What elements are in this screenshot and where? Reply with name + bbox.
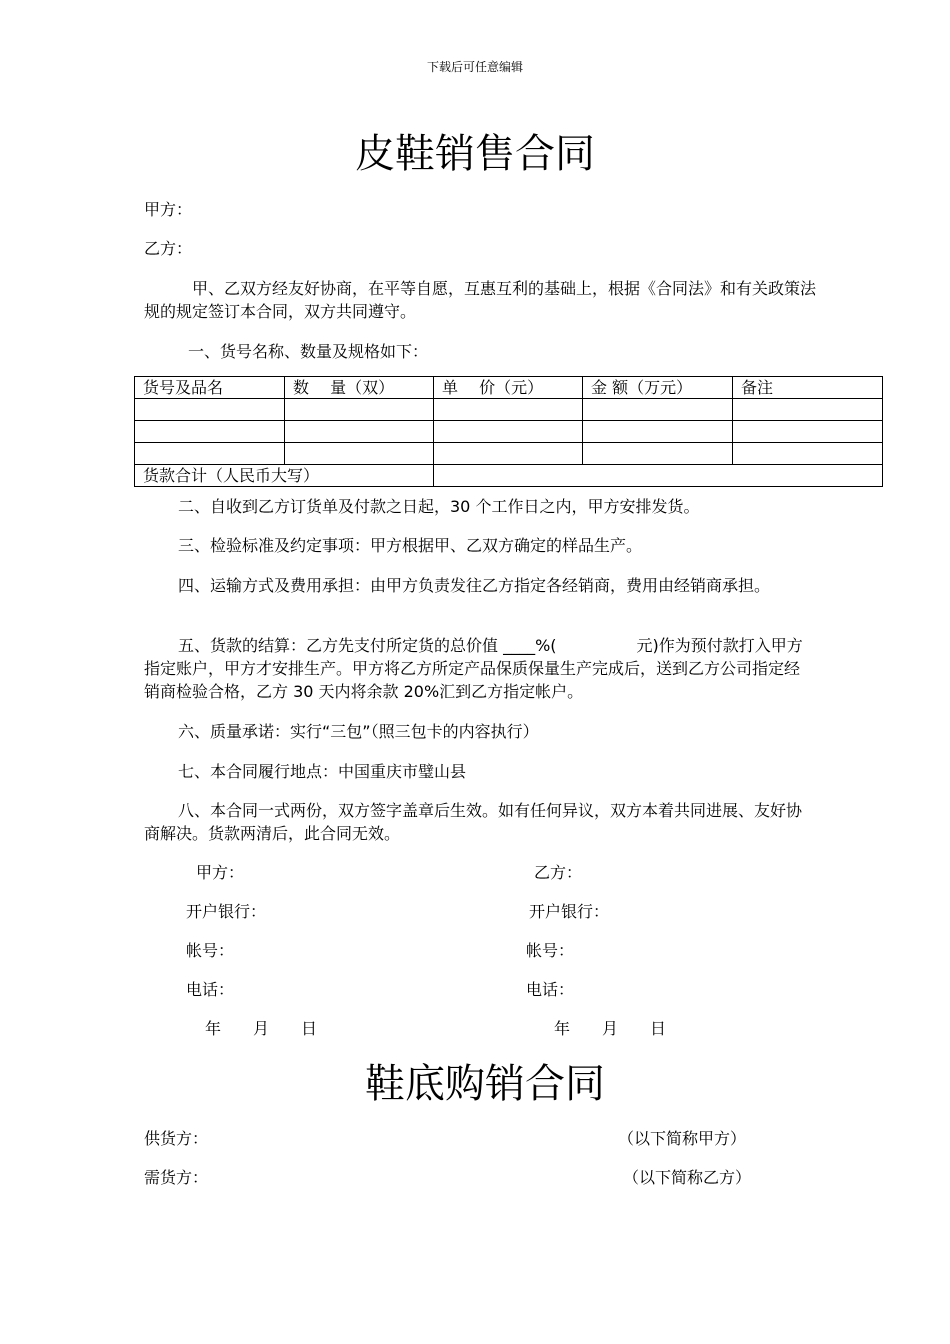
sign-b-date: 年 月 日 (554, 1019, 667, 1038)
party-a-label: 甲方： (144, 200, 193, 219)
table-cell (135, 443, 285, 465)
section-3: 三、检验标准及约定事项：甲方根据甲、乙双方确定的样品生产。 (178, 536, 643, 555)
table-header-cell: 金 额（万元） (583, 377, 733, 399)
table-header-cell: 备注 (733, 377, 883, 399)
table-cell (583, 421, 733, 443)
sign-b-phone: 电话： (526, 980, 575, 999)
section-5: 五、货款的结算：乙方先支付所定货的总价值 ____%( 元)作为预付款打入甲方指定账户，甲方才安排生产。甲方将乙方所定产品保质保量生产完成后，送到乙方公司指定经销商检验合格，乙方 30 天内将余款 20%汇到乙方指定帐户。 (144, 636, 803, 701)
section-2: 二、自收到乙方订货单及付款之日起，30 个工作日之内，甲方安排发货。 (178, 497, 700, 516)
table-row (135, 399, 883, 421)
sign-a-bank: 开户银行： (186, 902, 267, 921)
intro-paragraph: 甲、乙双方经友好协商，在平等自愿，互惠互利的基础上，根据《合同法》和有关政策法规的规定签订本合同，双方共同遵守。 (144, 279, 817, 321)
section-1-heading: 一、货号名称、数量及规格如下： (188, 342, 429, 361)
table-cell (583, 399, 733, 421)
sign-b-party: 乙方： (534, 863, 583, 882)
buyer-label: 需货方： (144, 1168, 209, 1187)
table-cell (285, 443, 434, 465)
table-cell (583, 443, 733, 465)
party-b-label: 乙方： (144, 239, 193, 258)
section-6: 六、质量承诺：实行“三包”（照三包卡的内容执行） (178, 722, 539, 741)
section-7: 七、本合同履行地点：中国重庆市璧山县 (178, 762, 467, 781)
table-cell (434, 399, 583, 421)
table-cell (434, 443, 583, 465)
sign-a-account: 帐号： (186, 941, 235, 960)
table-header-cell: 单 价（元） (434, 377, 583, 399)
table-cell (135, 399, 285, 421)
header-note: 下载后可任意编辑 (426, 60, 523, 74)
goods-table (134, 376, 883, 487)
table-row (135, 421, 883, 443)
table-total-row (135, 465, 883, 487)
contract-2-title: 鞋底购销合同 (365, 1061, 605, 1107)
sign-b-account: 帐号： (526, 941, 575, 960)
contract-title: 皮鞋销售合同 (355, 131, 595, 177)
table-header-cell: 数 量（双） (285, 377, 434, 399)
table-row (135, 443, 883, 465)
table-cell (733, 421, 883, 443)
supplier-label: 供货方： (144, 1129, 209, 1148)
sign-a-date: 年 月 日 (205, 1019, 318, 1038)
table-cell (285, 399, 434, 421)
table-header-row (135, 377, 883, 399)
buyer-note: （以下简称乙方） (623, 1168, 752, 1187)
table-cell (733, 443, 883, 465)
sign-a-party: 甲方： (196, 863, 245, 882)
section-4: 四、运输方式及费用承担：由甲方负责发往乙方指定各经销商，费用由经销商承担。 (178, 576, 771, 595)
total-label-cell: 货款合计（人民币大写） (135, 465, 434, 487)
section-8: 八、本合同一式两份，双方签字盖章后生效。如有任何异议，双方本着共同进展、友好协商解决。货款两清后，此合同无效。 (144, 801, 803, 843)
table-cell (733, 399, 883, 421)
table-cell (434, 421, 583, 443)
sign-b-bank: 开户银行： (529, 902, 610, 921)
table-cell (285, 421, 434, 443)
table-header-cell: 货号及品名 (135, 377, 285, 399)
supplier-note: （以下简称甲方） (618, 1129, 747, 1148)
sign-a-phone: 电话： (186, 980, 235, 999)
total-value-cell (434, 465, 883, 487)
table-cell (135, 421, 285, 443)
